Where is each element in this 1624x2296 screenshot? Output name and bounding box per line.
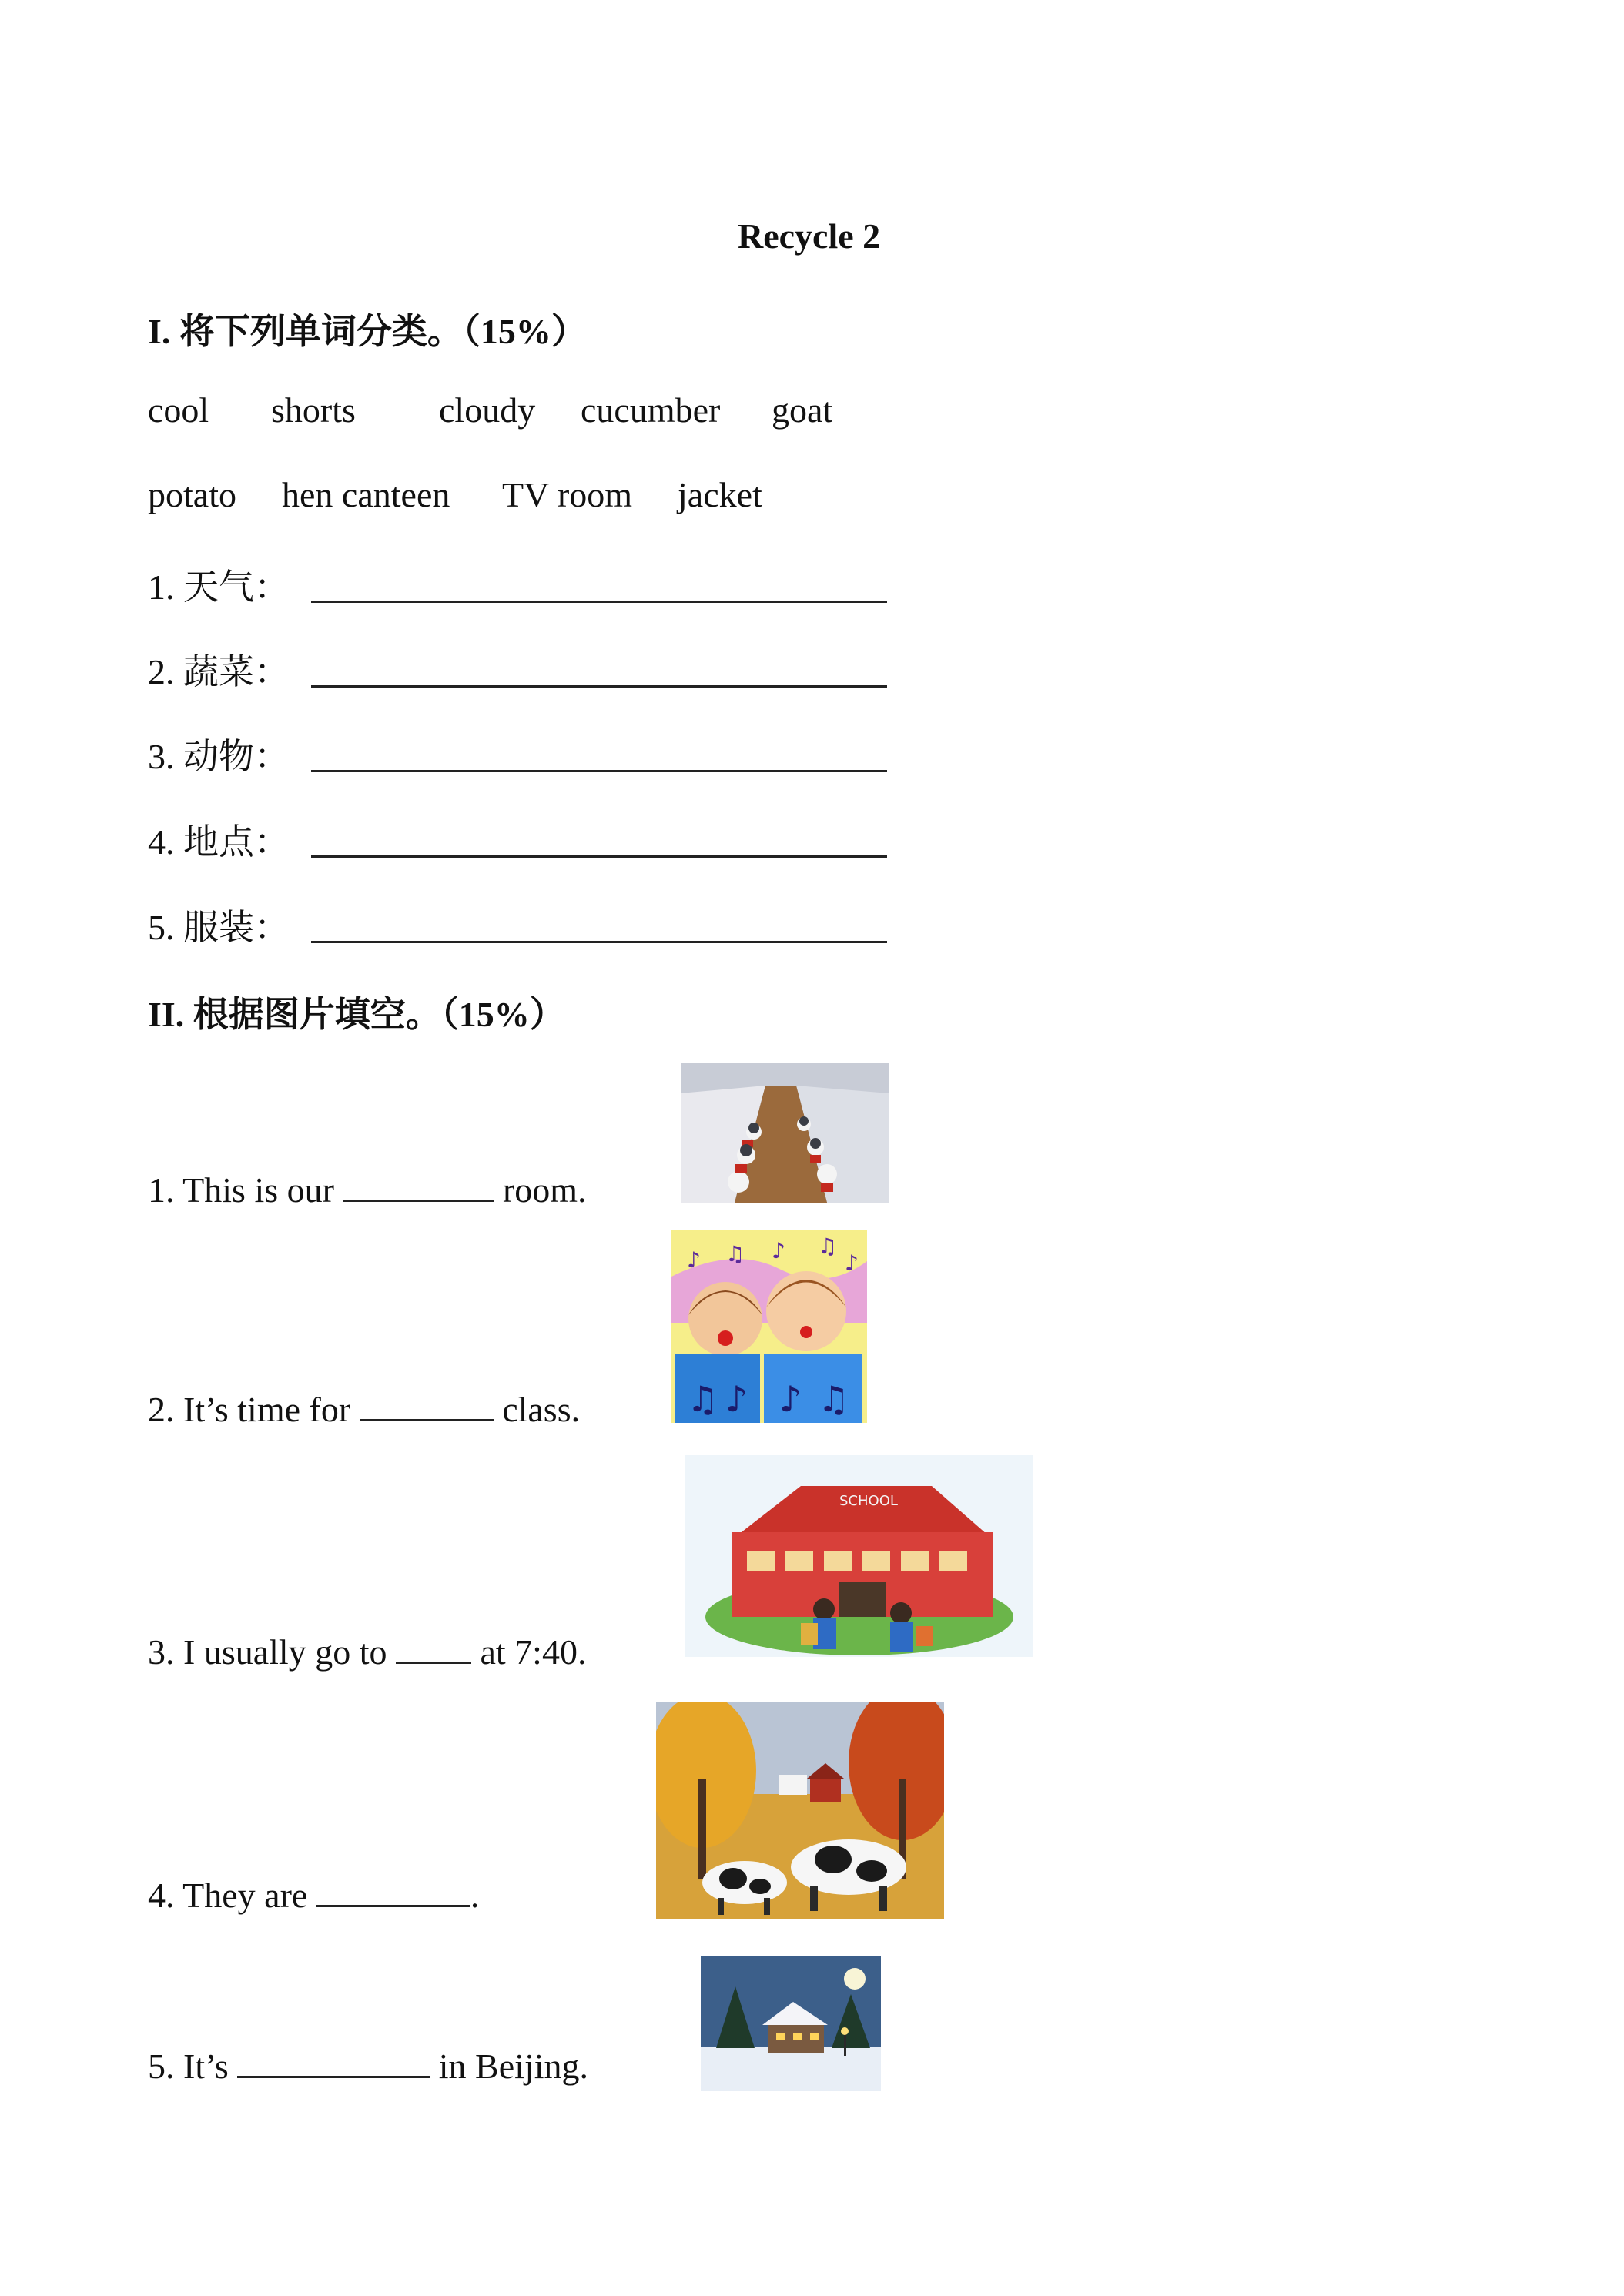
word-goat: goat <box>772 390 833 430</box>
question-5-blank[interactable] <box>237 2045 430 2078</box>
section-2-heading: II. 根据图片填空。（15%） <box>148 995 565 1034</box>
question-3-suffix: at 7:40. <box>480 1632 587 1672</box>
svg-text:SCHOOL: SCHOOL <box>839 1493 898 1509</box>
word-potato: potato <box>148 475 236 514</box>
word-cucumber: cucumber <box>581 390 721 430</box>
question-5-suffix: in Beijing. <box>438 2047 589 2086</box>
question-1-suffix: room. <box>502 1170 587 1210</box>
svg-text:♪: ♪ <box>779 1378 802 1420</box>
category-clothes-blank[interactable] <box>311 941 887 943</box>
word-jacket: jacket <box>678 475 762 514</box>
question-1 <box>148 1169 587 1210</box>
question-4-blank[interactable] <box>316 1874 470 1907</box>
category-vegetables-label: 2. 蔬菜： <box>148 652 290 691</box>
question-1-prefix: 1. This is our <box>148 1170 334 1210</box>
question-4-prefix: 4. They are <box>148 1876 308 1915</box>
question-5-prefix: 5. It’s <box>148 2047 229 2086</box>
category-weather-label: 1. 天气： <box>148 567 290 607</box>
word-cool: cool <box>148 390 209 430</box>
svg-text:♪: ♪ <box>687 1247 701 1273</box>
word-cloudy: cloudy <box>439 390 536 430</box>
category-animals-label: 3. 动物： <box>148 737 290 776</box>
question-2 <box>148 1388 580 1430</box>
question-3 <box>148 1631 586 1672</box>
svg-text:♫: ♫ <box>818 1233 838 1259</box>
svg-text:♫: ♫ <box>818 1378 850 1420</box>
computer-room-image <box>681 1063 889 1203</box>
section-1-heading: I. 将下列单词分类。（15%） <box>148 312 587 351</box>
school-image <box>685 1455 1033 1657</box>
category-places-blank[interactable] <box>311 855 887 858</box>
word-hen-canteen: hen canteen <box>282 475 450 514</box>
svg-text:♪: ♪ <box>845 1250 859 1276</box>
category-places-label: 4. 地点： <box>148 822 290 862</box>
category-vegetables-blank[interactable] <box>311 685 887 688</box>
category-clothes-label: 5. 服装： <box>148 908 290 947</box>
snowy-cottage-image <box>701 1956 881 2091</box>
svg-text:♫: ♫ <box>687 1378 719 1420</box>
question-2-suffix: class. <box>502 1390 581 1429</box>
word-tv-room: TV room <box>502 475 633 514</box>
music-class-image <box>671 1230 867 1423</box>
category-animals-blank[interactable] <box>311 770 887 772</box>
question-2-blank[interactable] <box>360 1388 494 1421</box>
svg-text:♪: ♪ <box>725 1378 748 1420</box>
cows-farm-image <box>656 1702 944 1919</box>
category-weather-blank[interactable] <box>311 601 887 603</box>
question-4-suffix: . <box>470 1876 480 1915</box>
svg-text:♫: ♫ <box>725 1241 745 1267</box>
question-2-prefix: 2. It’s time for <box>148 1390 351 1429</box>
question-5 <box>148 2045 588 2087</box>
svg-text:♪: ♪ <box>772 1238 785 1263</box>
page-title: Recycle 2 <box>738 216 881 256</box>
word-shorts: shorts <box>271 390 356 430</box>
question-1-blank[interactable] <box>343 1169 494 1202</box>
question-4 <box>148 1874 479 1916</box>
question-3-prefix: 3. I usually go to <box>148 1632 387 1672</box>
question-3-blank[interactable] <box>396 1631 471 1664</box>
